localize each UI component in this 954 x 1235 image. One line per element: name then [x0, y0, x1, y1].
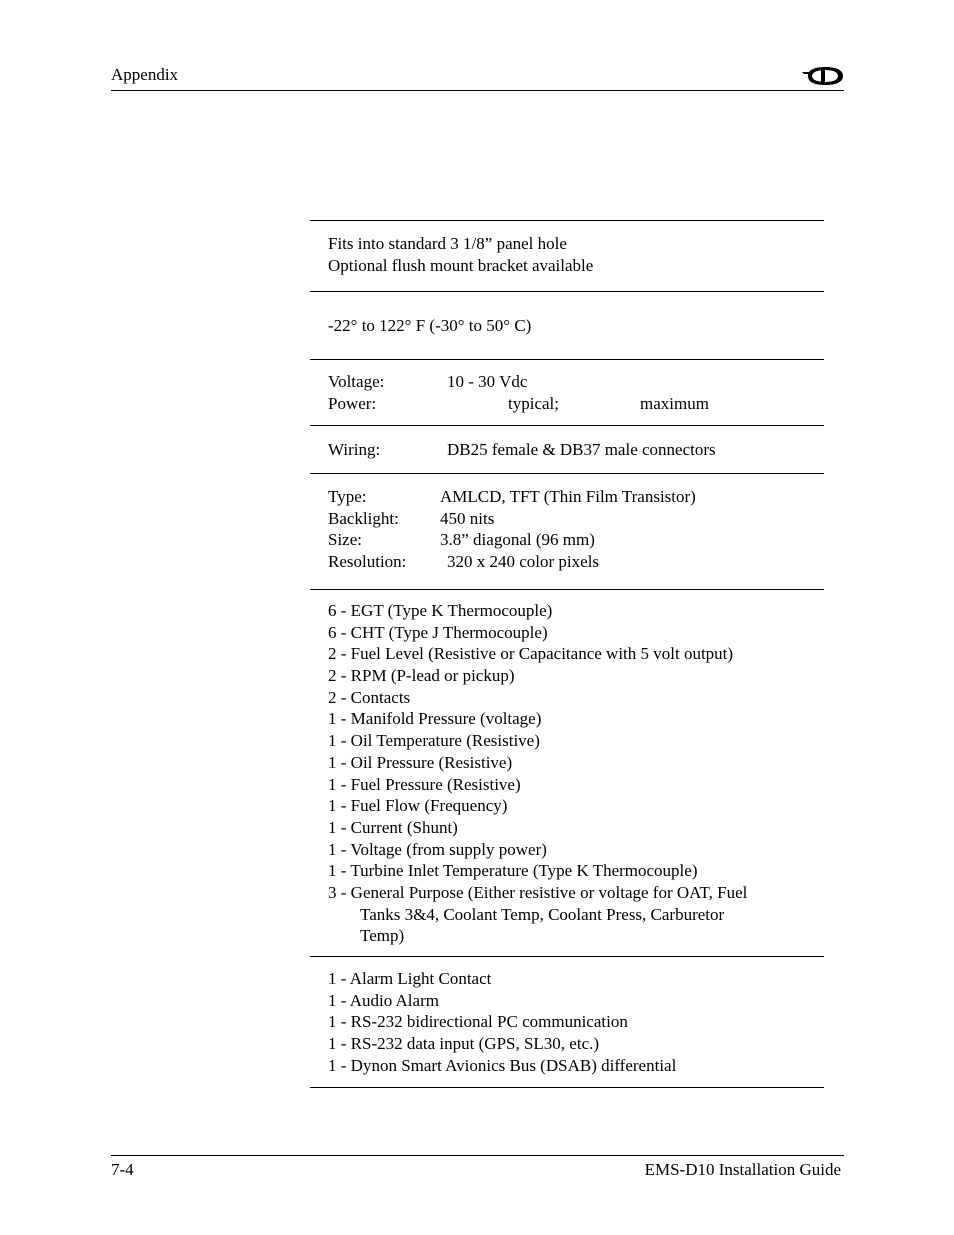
- inputs-continuation-1: Tanks 3&4, Coolant Temp, Coolant Press, Carburetor: [360, 904, 725, 924]
- outputs-row: [310, 957, 824, 1088]
- inputs-list: [328, 600, 824, 904]
- input-item: 6 - EGT (Type K Thermocouple): [328, 601, 553, 620]
- input-item: 1 - Voltage (from supply power): [328, 839, 547, 859]
- display-size-line: [328, 529, 824, 551]
- mounting-line-1: Fits into standard 3 1/8” panel hole: [328, 234, 567, 253]
- wiring-value: DB25 female & DB37 male connectors: [447, 440, 716, 459]
- voltage-value: 10 - 30 Vdc: [447, 372, 528, 391]
- input-item: 2 - Contacts: [328, 687, 411, 707]
- page-footer: [111, 1155, 844, 1186]
- display-size-value: 3.8” diagonal (96 mm): [440, 530, 595, 550]
- power-maximum: maximum: [640, 393, 709, 413]
- mounting-row: [310, 221, 824, 292]
- page-header: [111, 62, 844, 91]
- display-type-line: [328, 486, 824, 508]
- input-item: 1 - Oil Pressure (Resistive): [328, 752, 513, 772]
- display-resolution-line: [328, 551, 824, 573]
- header-title: Appendix: [111, 65, 179, 84]
- input-item: 1 - Current (Shunt): [328, 817, 458, 837]
- input-item: 2 - Fuel Level (Resistive or Capacitance with 5 volt output): [328, 644, 734, 664]
- input-item: 1 - Turbine Inlet Temperature (Type K Thermocouple): [328, 861, 698, 881]
- voltage-line: [328, 371, 824, 393]
- input-item: 1 - Fuel Flow (Frequency): [328, 796, 508, 816]
- wiring-line: [328, 439, 824, 461]
- display-backlight-label: Backlight:: [328, 508, 399, 528]
- temperature-range: -22° to 122° F (-30° to 50° C): [328, 316, 532, 335]
- output-item: 1 - Alarm Light Contact: [328, 969, 492, 988]
- power-typical: typical;: [508, 393, 559, 413]
- power-line: [328, 393, 824, 415]
- input-item: 1 - Manifold Pressure (voltage): [328, 709, 542, 729]
- display-type-label: Type:: [328, 487, 367, 506]
- input-item: 1 - Oil Temperature (Resistive): [328, 731, 540, 751]
- output-item: 1 - Dynon Smart Avionics Bus (DSAB) differential: [328, 1055, 677, 1075]
- power-label: Power:: [328, 393, 377, 413]
- display-resolution-value: 320 x 240 color pixels: [447, 552, 600, 572]
- input-item: 6 - CHT (Type J Thermocouple): [328, 622, 548, 642]
- display-backlight-line: [328, 508, 824, 530]
- temperature-row: [310, 292, 824, 360]
- output-item: 1 - Audio Alarm: [328, 990, 439, 1010]
- display-resolution-label: Resolution:: [328, 552, 407, 572]
- input-item: 1 - Fuel Pressure (Resistive): [328, 774, 521, 794]
- inputs-row: [310, 590, 824, 957]
- dynon-logo-icon: [802, 66, 844, 86]
- power-row: [310, 360, 824, 426]
- document-title: EMS-D10 Installation Guide: [644, 1160, 841, 1179]
- voltage-label: Voltage:: [328, 372, 385, 391]
- display-row: [310, 474, 824, 590]
- display-size-label: Size:: [328, 530, 362, 550]
- wiring-label: Wiring:: [328, 440, 381, 459]
- input-item: 3 - General Purpose (Either resistive or voltage for OAT, Fuel: [328, 882, 748, 902]
- output-item: 1 - RS-232 data input (GPS, SL30, etc.): [328, 1034, 600, 1054]
- mounting-line-2: Optional flush mount bracket available: [328, 255, 594, 275]
- wiring-row: [310, 426, 824, 474]
- output-item: 1 - RS-232 bidirectional PC communication: [328, 1012, 628, 1032]
- display-type-value: AMLCD, TFT (Thin Film Transistor): [440, 487, 696, 506]
- spec-table: [310, 220, 824, 1088]
- display-backlight-value: 450 nits: [440, 508, 495, 528]
- input-item: 2 - RPM (P-lead or pickup): [328, 666, 515, 686]
- inputs-continuation-2: Temp): [360, 926, 405, 946]
- outputs-list: [328, 968, 824, 1076]
- page-number: 7-4: [111, 1160, 134, 1179]
